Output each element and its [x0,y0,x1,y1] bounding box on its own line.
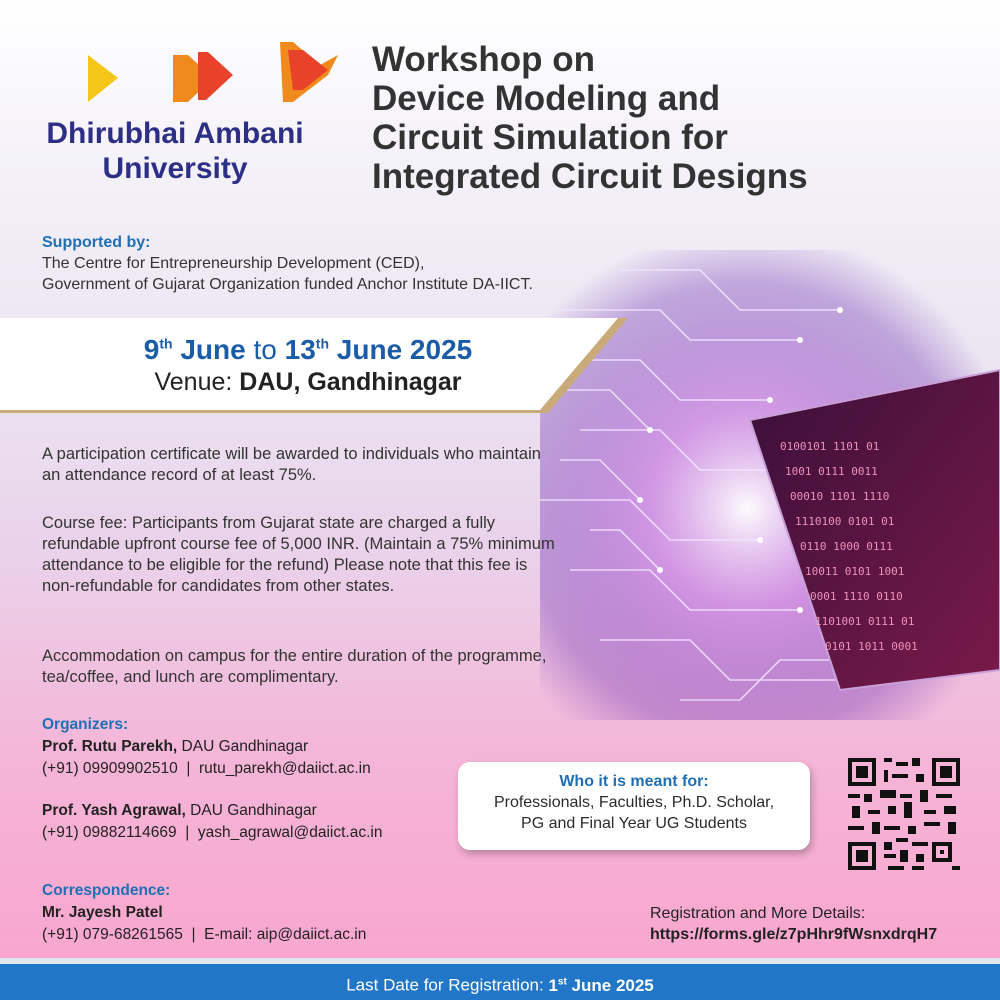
end-day-suffix: th [315,335,330,352]
registration-qr-code[interactable] [848,758,960,870]
event-dates [0,334,616,366]
svg-text:0110 1000 0111: 0110 1000 0111 [800,540,893,553]
end-day: 13 [284,334,316,365]
title-line4: Integrated Circuit Designs [372,157,808,196]
deadline-day: 1 [548,975,558,995]
correspondence-heading: Correspondence: [42,882,171,899]
title-line3: Circuit Simulation for [372,118,728,157]
svg-text:0001 1110 0110: 0001 1110 0110 [810,590,903,603]
date-separator: to [253,334,277,365]
date-banner [0,318,630,413]
registration-link[interactable]: https://forms.gle/z7pHhr9fWsnxdrqH7 [650,926,938,943]
correspondence-contact: (+91) 079-68261565 | E-mail: aip@daiict.ac.in [42,926,367,943]
title-line1: Workshop on [372,40,595,79]
organizer-1 [42,736,382,758]
university-name [40,116,310,186]
start-month: June [180,334,246,365]
course-fee-info: Course fee: Participants from Gujarat state are charged a fully refundable upfront course fee of 5,000 INR. (Maintain a 75% minimum attendance to be eligible for the refund) Please note that this fee is non-refundable for candidates from other states. [42,514,555,595]
start-day: 9 [143,334,160,365]
university-name-line2: University [102,152,248,185]
organizer-1-name: Prof. Rutu Parekh, [42,738,178,755]
organizer-2 [42,800,382,822]
svg-text:0100101 1101 01: 0100101 1101 01 [780,440,880,453]
title-line2: Device Modeling and [372,79,721,118]
organizer-1-affiliation: DAU Gandhinagar [181,738,309,755]
qr-code-icon [848,758,960,870]
registration-label: Registration and More Details: [650,905,866,922]
organizers-heading: Organizers: [42,716,129,733]
workshop-title [372,40,972,196]
certificate-info: A participation certificate will be awarded to individuals who maintain an attendance record of at least 75%. [42,445,541,484]
start-day-suffix: th [159,335,173,352]
end-month-year: June 2025 [336,334,473,365]
svg-text:1001 0111 0011: 1001 0111 0011 [785,465,878,478]
organizer-2-affiliation: DAU Gandhinagar [190,802,317,819]
audience-line1: Professionals, Faculties, Ph.D. Scholar, [493,794,775,811]
venue-name: DAU, Gandhinagar [239,368,462,396]
venue-label: Venue: [154,368,233,396]
accommodation-info: Accommodation on campus for the entire duration of the programme, tea/coffee, and lunch are complimentary. [42,647,547,686]
footer-deadline-bar [0,958,1000,1000]
university-name-line1: Dhirubhai Ambani [46,117,304,150]
svg-text:00010 1101 1110: 00010 1101 1110 [790,490,890,503]
correspondence-section [42,880,366,946]
audience-line2: PG and Final Year UG Students [521,815,747,832]
audience-heading: Who it is meant for: [559,773,709,790]
deadline-day-suffix: st [557,976,567,987]
supported-by-section [42,232,533,295]
organizer-2-contact: (+91) 09882114669 | yash_agrawal@daiict.ac.in [42,824,383,841]
organizer-1-contact: (+91) 09909902510 | rutu_parekh@daiict.ac.in [42,760,371,777]
university-logo [40,40,340,200]
correspondence-name: Mr. Jayesh Patel [42,904,163,921]
svg-text:10011 0101 1001: 10011 0101 1001 [805,565,905,578]
logo-mark-icon [88,40,338,110]
svg-text:1101001 0111 01: 1101001 0111 01 [815,615,915,628]
deadline-month-year: June 2025 [571,975,654,995]
supported-by-line2: Government of Gujarat Organization funded Anchor Institute DA-IICT. [42,276,533,293]
svg-text:1110100 0101 01: 1110100 0101 01 [795,515,895,528]
supported-by-heading: Supported by: [42,234,151,251]
deadline-label: Last Date for Registration: [346,975,544,995]
audience-box [458,762,810,850]
organizer-2-name: Prof. Yash Agrawal, [42,802,186,819]
organizers-section [42,714,382,844]
registration-section [650,903,937,945]
event-venue [0,368,616,397]
svg-text:0101 1011 0001: 0101 1011 0001 [825,640,918,653]
supported-by-line1: The Centre for Entrepreneurship Development (CED), [42,255,425,272]
